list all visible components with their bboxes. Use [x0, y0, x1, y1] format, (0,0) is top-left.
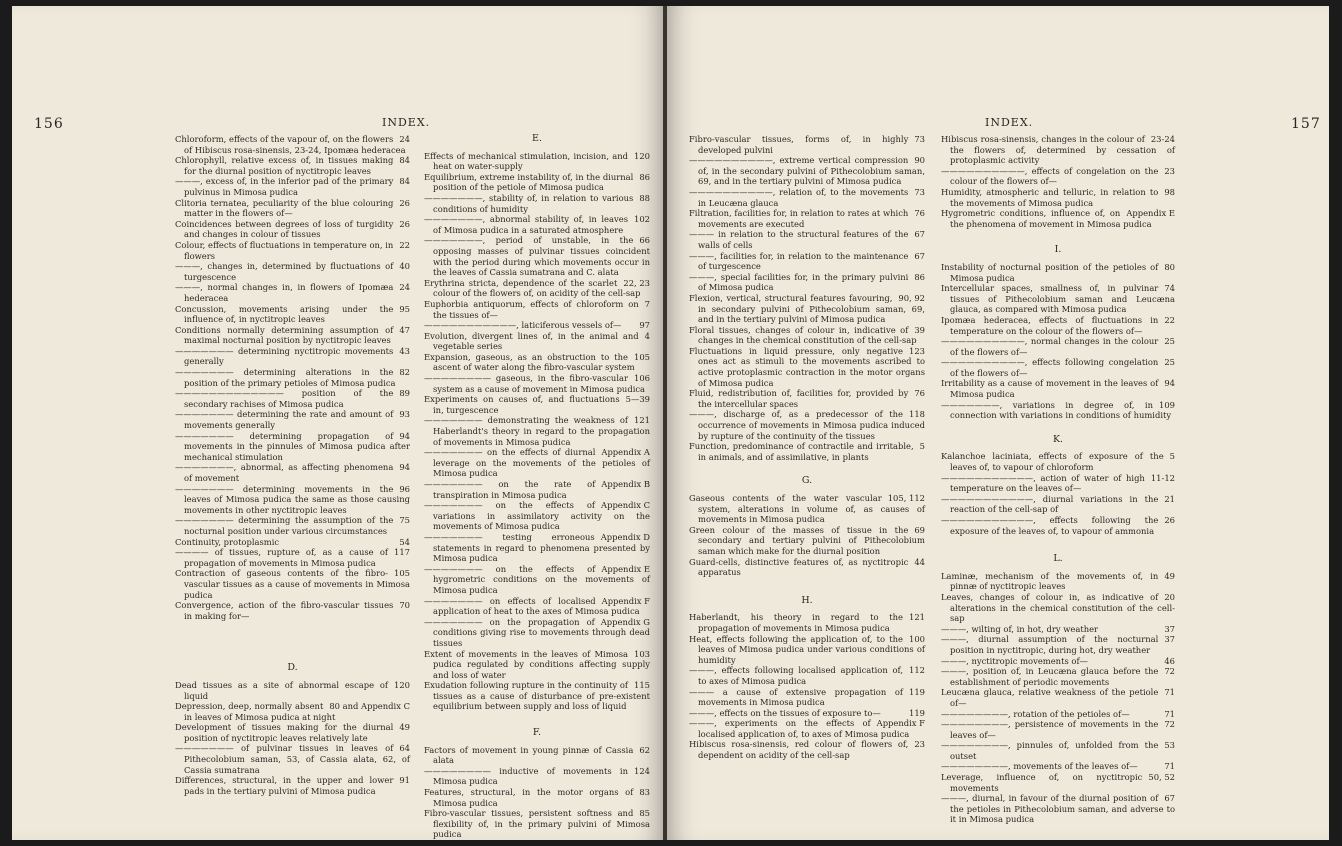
- right-page: [667, 6, 1329, 840]
- index-entry: 43 ——————— determining nyctitropic movements generally: [175, 345, 410, 367]
- index-entry: 69 Green colour of the masses of tissue in the secondary and tertiary pulvini of Pithecolobium saman which make for the diurnal position: [689, 524, 925, 556]
- index-entry: 98 Humidity, atmospheric and telluric, in relation to the movements of Mimosa pudica: [941, 186, 1175, 208]
- index-entry: 39 Floral tissues, changes of colour in, indicative of changes in the chemical constitution of the cell-sap: [689, 324, 925, 346]
- index-entry: 76 Filtration, facilities for, in relation to rates at which movements are executed: [689, 208, 925, 229]
- index-entry: 26 Coincidences between degrees of loss of turgidity and changes in colour of tissues: [175, 218, 410, 240]
- index-entry: 37 ———, wilting of, in hot, dry weather: [941, 623, 1175, 634]
- index-entry: 90, 92 Flexion, vertical, structural features favouring, in secondary pulvini of Pithecolobium saman, 69, and in the tertiary pulvini of Mimosa pudica: [689, 292, 925, 325]
- left-column-1: [175, 134, 410, 796]
- index-entry: 54 Continuity, protoplasmic: [175, 536, 410, 547]
- index-entry: 84 ———, excess of, in the inferior pad of the primary pulvinus in Mimosa pudica: [175, 176, 410, 197]
- index-entry: 53 ————————, pinnules of, unfolded from the outset: [941, 740, 1175, 761]
- section-letter-l: L.: [1053, 553, 1063, 565]
- index-entry: 102 ———————, abnormal stability of, in leaves of Mimosa pudica in a saturated atmosphere: [424, 214, 650, 235]
- index-entry: 73 ——————————, relation of, to the movements in Leucæna glauca: [689, 186, 925, 208]
- index-entry: 109 ———————, variations in degree of, in connection with variations in conditions of humidity: [941, 399, 1175, 421]
- index-entry: 94 ———————, abnormal, as affecting phenomena of movement: [175, 462, 410, 483]
- index-entry: 20 Leaves, changes of colour in, as indicative of alterations in the chemical constitution of the cell-sap: [941, 591, 1175, 624]
- index-entry: 24 ———, normal changes in, in flowers of Ipomæa hederacea: [175, 282, 410, 303]
- index-entry: 5 Kalanchoe laciniata, effects of exposure of the leaves of, to vapour of chloroform: [941, 451, 1175, 473]
- index-entry: 80 Instability of nocturnal position of the petioles of Mimosa pudica: [941, 261, 1175, 283]
- index-entry: 112 ———, effects following localised application of, to axes of Mimosa pudica: [689, 665, 925, 686]
- index-entry: 95 Concussion, movements arising under the influence of, in nyctitropic leaves: [175, 303, 410, 325]
- index-entry: 94 ——————— determining propagation of movements in the pinnules of Mimosa pudica after mechanical stimulation: [175, 430, 410, 462]
- index-entry: Appendix F ——————— on effects of localised application of heat to the axes of Mimosa pudica: [424, 595, 650, 617]
- index-entry: 103 Extent of movements in the leaves of Mimosa pudica regulated by conditions affecting supply and loss of water: [424, 648, 650, 680]
- index-entry: 119 ———, effects on the tissues of exposure to—: [689, 707, 925, 718]
- index-entry: 4 Evolution, divergent lines of, in the animal and vegetable series: [424, 330, 650, 352]
- index-entry: 23-24 Hibiscus rosa-sinensis, changes in the colour of the flowers of, determined by cessation of protoplasmic activity: [941, 134, 1175, 166]
- left-page: [12, 6, 663, 840]
- index-entry: 5—39 Experiments on causes of, and fluctuations in, turgescence: [424, 394, 650, 415]
- index-entry: 123 Fluctuations in liquid pressure, only negative ones act as stimuli to the movements ascribed to active protoplasmic contraction in the motor organs of Mimosa pudica: [689, 345, 925, 388]
- index-entry: 47 Conditions normally determining assumption of maximal nocturnal position by nyctitropic leaves: [175, 324, 410, 346]
- index-entry: 119 ——— a cause of extensive propagation of movements in Mimosa pudica: [689, 686, 925, 708]
- index-entry: 24 Chloroform, effects of the vapour of, on the flowers of Hibiscus rosa-sinensis, 23-24, Ipomæa hederacea: [175, 134, 410, 155]
- index-entry: 82 ——————— determining alterations in the position of the primary petioles of Mimosa pudica: [175, 367, 410, 388]
- index-entry: 93 ——————— determining the rate and amount of movements generally: [175, 409, 410, 431]
- index-entry: 105, 112 Gaseous contents of the water vascular system, alterations in volume of, as causes of movements in Mimosa pudica: [689, 493, 925, 525]
- index-entry: 120 Dead tissues as a site of abnormal escape of liquid: [175, 679, 410, 701]
- index-entry: 26 ———————————, effects following the exposure of the leaves of, to vapour of ammonia: [941, 515, 1175, 536]
- index-entry: 86 ———, special facilities for, in the primary pulvini of Mimosa pudica: [689, 271, 925, 293]
- index-entry: 71 ————————, rotation of the petioles of—: [941, 708, 1175, 719]
- index-entry: 115 Exudation following rupture in the continuity of tissues as a cause of disturbance of pre-existent equilibrium between supply and loss of liquid: [424, 680, 650, 712]
- index-entry: Appendix G ——————— on the propagation of conditions giving rise to movements through dead tissues: [424, 616, 650, 648]
- index-entry: 76 Fluid, redistribution of, facilities for, provided by the intercellular spaces: [689, 388, 925, 409]
- index-entry: 80 and Appendix C Depression, deep, normally absent in leaves of Mimosa pudica at night: [175, 701, 410, 722]
- index-entry: 89 ————————————— position of the secondary rachises of Mimosa pudica: [175, 388, 410, 409]
- left-running-head: INDEX.: [382, 116, 431, 129]
- index-entry: 37 ———, diurnal assumption of the nocturnal position in nyctitropic, during hot, dry weather: [941, 634, 1175, 655]
- index-entry: 40 ———, changes in, determined by fluctuations of turgescence: [175, 261, 410, 282]
- index-entry: 22, 23 Erythrina stricta, dependence of the scarlet colour of the flowers of, on acidity of the cell-sap: [424, 277, 650, 299]
- index-entry: 64 ——————— of pulvinar tissues in leaves of Pithecolobium saman, 53, of Cassia alata, 62, of Cassia sumatrana: [175, 743, 410, 775]
- right-page-number: 157: [1291, 116, 1321, 132]
- index-entry: 96 ——————— determining movements in the leaves of Mimosa pudica the same as those causing movements in other nyctitropic leaves: [175, 483, 410, 515]
- index-entry: 94 Irritability as a cause of movement in the leaves of Mimosa pudica: [941, 378, 1175, 400]
- index-entry: 23 Hibiscus rosa-sinensis, red colour of flowers of, dependent on acidity of the cell-sap: [689, 739, 925, 761]
- section-letter-k: K.: [1052, 433, 1064, 445]
- index-entry: 84 Chlorophyll, relative excess of, in tissues making for the diurnal position of nyctitropic leaves: [175, 155, 410, 176]
- section-letter-h: H.: [801, 594, 813, 606]
- index-entry: 106 ———————— gaseous, in the fibro-vascular system as a cause of movement in Mimosa pudica: [424, 373, 650, 394]
- section-letter-d: D.: [287, 662, 298, 674]
- section-letter-g: G.: [801, 475, 813, 487]
- index-entry: 5 Function, predominance of contractile and irritable, in animals, and of assimilative, in plants: [689, 441, 925, 462]
- index-entry: Appendix A ——————— on the effects of diurnal leverage on the movements of the petioles of Mimosa pudica: [424, 447, 650, 479]
- index-entry: 120 Effects of mechanical stimulation, incision, and heat on water-supply: [424, 150, 650, 172]
- index-entry: Appendix F ———, experiments on the effects of localised application of, to axes of Mimosa pudica: [689, 718, 925, 739]
- left-column-2: [424, 134, 650, 840]
- index-entry: 62 Factors of movement in young pinnæ of Cassia alata: [424, 744, 650, 766]
- index-entry: 121 Haberlandt, his theory in regard to the propagation of movements in Mimosa pudica: [689, 612, 925, 633]
- index-entry: 105 Expansion, gaseous, as an obstruction to the ascent of water along the fibro-vascular system: [424, 351, 650, 373]
- index-entry: 23 ——————————, effects of congelation on the colour of the flowers of—: [941, 165, 1175, 187]
- index-entry: 73 Fibro-vascular tissues, forms of, in highly developed pulvini: [689, 134, 925, 155]
- index-entry: 97 ———————————, laticiferous vessels of—: [424, 320, 650, 331]
- index-entry: 49 Laminæ, mechanism of the movements of, in pinnæ of nyctitropic leaves: [941, 570, 1175, 592]
- index-entry: 21 ———————————, diurnal variations in the reaction of the cell-sap of: [941, 493, 1175, 515]
- index-entry: 67 ———, diurnal, in favour of the diurnal position of the petioles in Pithecolobium saman, and adverse to it in Mimosa pudica: [941, 793, 1175, 825]
- index-entry: 67 ———, facilities for, in relation to the maintenance of turgescence: [689, 250, 925, 272]
- index-entry: 105 Contraction of gaseous contents of the fibro-vascular tissues as a cause of movements in Mimosa pudica: [175, 568, 410, 600]
- index-entry: 66 ———————, period of unstable, in the opposing masses of pulvinar tissues coincident with the period during which movements occur in the leaves of Cassia sumatrana and C. alata: [424, 235, 650, 278]
- index-entry: 50, 52 Leverage, influence of, on nyctitropic movements: [941, 772, 1175, 793]
- index-entry: 72 ————————, persistence of movements in the leaves of—: [941, 719, 1175, 740]
- index-entry: 90 ——————————, extreme vertical compression of, in the secondary pulvini of Pithecolobium saman, 69, and in the tertiary pulvini of Mimosa pudica: [689, 155, 925, 187]
- index-entry: 44 Guard-cells, distinctive features of, as nyctitropic apparatus: [689, 556, 925, 578]
- right-running-head: INDEX.: [985, 116, 1034, 129]
- left-page-number: 156: [34, 116, 64, 132]
- index-entry: 117 ———— of tissues, rupture of, as a cause of propagation of movements in Mimosa pudica: [175, 547, 410, 568]
- right-column-2: [941, 134, 1175, 825]
- index-entry: 85 Fibro-vascular tissues, persistent softness and flexibility of, in the primary pulvini of Mimosa pudica: [424, 808, 650, 840]
- index-entry: 49 Development of tissues making for the diurnal position of nyctitropic leaves relatively late: [175, 722, 410, 743]
- index-entry: Appendix C ——————— on the effects of variations in assimilatory activity on the movements of Mimosa pudica: [424, 500, 650, 532]
- index-entry: 74 Intercellular spaces, smallness of, in pulvinar tissues of Pithecolobium saman and Leucæna glauca, as compared with Mimosa pudica: [941, 283, 1175, 315]
- section-letter-e: E.: [532, 133, 542, 144]
- index-entry: 11-12 ———————————, action of water of high temperature on the leaves of—: [941, 472, 1175, 494]
- section-letter-f: F.: [532, 727, 542, 739]
- index-entry: Appendix E Hygrometric conditions, influence of, on the phenomena of movement in Mimosa pudica: [941, 208, 1175, 229]
- index-entry: 118 ———, discharge of, as a predecessor of the occurrence of movements in Mimosa pudica induced by rupture of the continuity of the tissues: [689, 409, 925, 441]
- index-entry: 25 ——————————, normal changes in the colour of the flowers of—: [941, 336, 1175, 357]
- right-column-1: [689, 134, 925, 761]
- index-entry: 86 Equilibrium, extreme instability of, in the diurnal position of the petiole of Mimosa pudica: [424, 171, 650, 193]
- index-entry: 121 ——————— demonstrating the weakness of Haberlandt's theory in regard to the propagation of movements in Mimosa pudica: [424, 415, 650, 447]
- index-entry: 83 Features, structural, in the motor organs of Mimosa pudica: [424, 787, 650, 808]
- index-entry: 100 Heat, effects following the application of, to the leaves of Mimosa pudica under various conditions of humidity: [689, 633, 925, 665]
- index-entry: 67 ——— in relation to the structural features of the walls of cells: [689, 229, 925, 250]
- index-entry: 22 Colour, effects of fluctuations in temperature on, in flowers: [175, 239, 410, 261]
- index-entry: 22 Ipomæa hederacea, effects of fluctuations in temperature on the colour of the flowers of—: [941, 314, 1175, 336]
- index-entry: 124 ———————— inductive of movements in Mimosa pudica: [424, 765, 650, 787]
- index-entry: Appendix E ——————— on the effects of hygrometric conditions on the movements of Mimosa pudica: [424, 563, 650, 595]
- index-entry: 71 ————————, movements of the leaves of—: [941, 761, 1175, 772]
- index-entry: 7 Euphorbia antiquorum, effects of chloroform on the tissues of—: [424, 298, 650, 320]
- index-entry: Appendix B ——————— on the rate of transpiration in Mimosa pudica: [424, 479, 650, 500]
- index-entry: 25 ——————————, effects following congelation of the flowers of—: [941, 357, 1175, 378]
- index-entry: Appendix D ——————— testing erroneous statements in regard to phenomena presented by Mimosa pudica: [424, 531, 650, 564]
- index-entry: 26 Clitoria ternatea, peculiarity of the blue colouring matter in the flowers of—: [175, 197, 410, 219]
- index-entry: 72 ———, position of, in Leucæna glauca before the establishment of periodic movements: [941, 666, 1175, 687]
- index-entry: 88 ———————, stability of, in relation to various conditions of humidity: [424, 192, 650, 214]
- index-entry: 70 Convergence, action of the fibro-vascular tissues in making for—: [175, 600, 410, 621]
- index-entry: 91 Differences, structural, in the upper and lower pads in the tertiary pulvini of Mimosa pudica: [175, 775, 410, 796]
- section-letter-i: I.: [1054, 244, 1062, 256]
- index-entry: 75 ——————— determining the assumption of the nocturnal position under various circumstances: [175, 515, 410, 536]
- index-entry: 46 ———, nyctitropic movements of—: [941, 655, 1175, 666]
- index-entry: 71 Leucæna glauca, relative weakness of the petiole of—: [941, 687, 1175, 708]
